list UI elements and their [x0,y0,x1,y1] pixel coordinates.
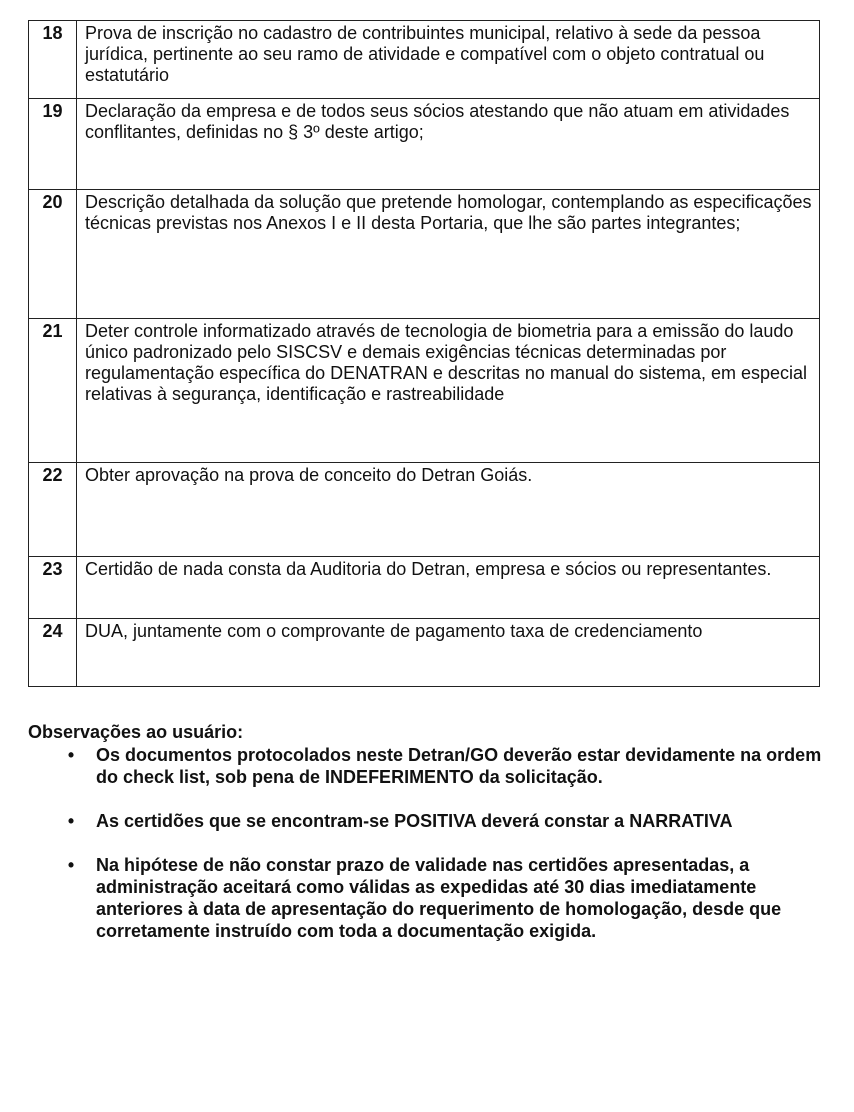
observations-list [28,744,828,942]
table-row [29,99,820,190]
bullet-icon: • [67,745,75,765]
row-number: 23 [29,557,77,619]
row-description: Descrição detalhada da solução que pretende homologar, contemplando as especificações técnicas previstas nos Anexos I e II desta Portaria, que lhe são partes integrantes; [77,190,820,319]
row-number: 22 [29,463,77,557]
list-item [28,810,828,832]
list-item [28,744,828,788]
row-description: Obter aprovação na prova de conceito do Detran Goiás. [77,463,820,557]
observation-text: Os documentos protocolados neste Detran/GO deverão estar devidamente na ordem do check list, sob pena de INDEFERIMENTO da solicitação. [96,745,822,787]
row-number: 21 [29,319,77,463]
row-number: 20 [29,190,77,319]
row-number: 18 [29,21,77,99]
row-description: DUA, juntamente com o comprovante de pagamento taxa de credenciamento [77,619,820,687]
checklist-table [28,20,820,687]
bullet-icon: • [67,855,75,875]
row-number: 19 [29,99,77,190]
row-number: 24 [29,619,77,687]
list-item [28,854,828,942]
table-row [29,319,820,463]
table-row [29,190,820,319]
observation-text: As certidões que se encontram-se POSITIVA deverá constar a NARRATIVA [96,811,733,831]
table-row [29,619,820,687]
table-row [29,21,820,99]
bullet-icon: • [67,811,75,831]
observations-title: Observações ao usuário: [28,722,244,742]
table-row [29,557,820,619]
row-description: Certidão de nada consta da Auditoria do Detran, empresa e sócios ou representantes. [77,557,820,619]
observations-section [28,721,828,964]
table-row [29,463,820,557]
row-description: Prova de inscrição no cadastro de contribuintes municipal, relativo à sede da pessoa jurídica, pertinente ao seu ramo de atividade e compatível com o objeto contratual ou estatutário [77,21,820,99]
row-description: Deter controle informatizado através de tecnologia de biometria para a emissão do laudo único padronizado pelo SISCSV e demais exigências técnicas determinadas por regulamentação específica do DENATRAN e descritas no manual do sistema, em especial relativas à segurança, identificação e rastreabilidade [77,319,820,463]
observation-text: Na hipótese de não constar prazo de validade nas certidões apresentadas, a administração aceitará como válidas as expedidas até 30 dias imediatamente anteriores à data de apresentação do requerimento de homologação, desde que corretamente instruído com toda a documentação exigida. [96,855,782,941]
row-description: Declaração da empresa e de todos seus sócios atestando que não atuam em atividades conflitantes, definidas no § 3º deste artigo; [77,99,820,190]
